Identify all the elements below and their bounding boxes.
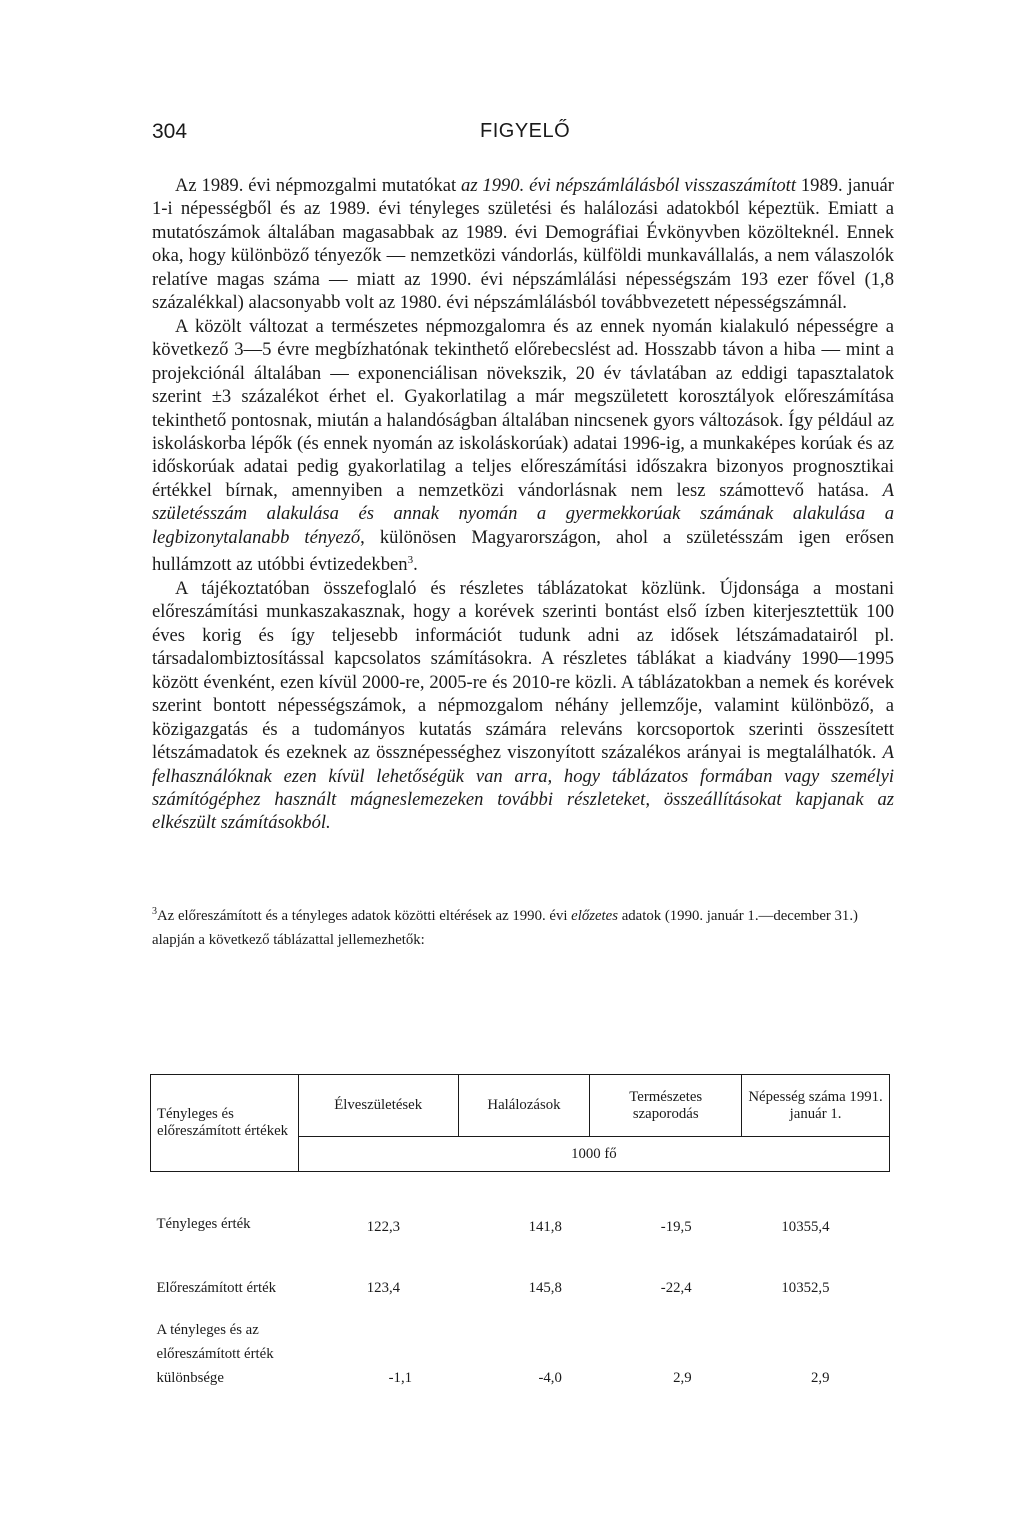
cell-natural-increase: -22,4 [660, 1280, 692, 1296]
footnote-text-after: adatok (1990. január 1.—december 31.) alapján a következő táblázattal jellemezhetők: [152, 907, 858, 948]
italic-segment: A felhasználóknak ezen kívül lehetőségük van arra, hogy táblázatos formában vagy személyi számítógéphez használt mágneslemezeken további részleteket, összeállításokat kapjanak az elkészült számításokból. [152, 742, 894, 834]
table-row [151, 1248, 890, 1300]
paragraph-2 [152, 315, 894, 577]
cell-natural-increase: -19,5 [660, 1219, 692, 1235]
cell-population: 10355,4 [781, 1219, 830, 1235]
header-natural-increase: Természetes szaporodás [590, 1075, 742, 1137]
body-text [152, 174, 894, 835]
cell-live-births: 123,4 [366, 1280, 401, 1296]
cell-deaths: -4,0 [538, 1370, 562, 1386]
header-live-births: Élveszületések [298, 1075, 458, 1137]
cell-deaths: 141,8 [528, 1219, 562, 1235]
row-label: Előreszámított érték [156, 1280, 277, 1296]
cell-population: 2,9 [811, 1370, 830, 1386]
header-row-label: Tényleges és előreszámított értékek [151, 1075, 299, 1172]
page-header [152, 120, 892, 150]
page-number: 304 [152, 120, 188, 143]
row-label: A tényleges és az előreszámított érték különbsége [156, 1322, 274, 1386]
footnote-italic-word: előzetes [571, 907, 618, 924]
paragraph-1 [152, 174, 894, 315]
paragraph-3 [152, 577, 894, 835]
comparison-table [150, 1074, 890, 1390]
footnote-marker: 3 [152, 906, 157, 917]
footnote [152, 900, 894, 952]
header-deaths: Halálozások [458, 1075, 590, 1137]
cell-live-births: -1,1 [388, 1370, 413, 1386]
italic-segment: A születésszám alakulása és annak nyomán a gyermekkorúak számának alakulása a legbizonytalanabb tényező [152, 479, 894, 548]
cell-deaths: 145,8 [528, 1280, 562, 1296]
header-population: Népesség száma 1991. január 1. [742, 1075, 890, 1137]
text-segment: . [413, 554, 418, 576]
footnote-text: Az előreszámított és a tényleges adatok közötti eltérések az 1990. évi [157, 907, 572, 924]
running-title: FIGYELŐ [480, 120, 571, 142]
text-segment: , különösen Magyarországon, ahol a születésszám igen erősen hullámzott az utóbbi évtizedekben [152, 526, 894, 576]
cell-natural-increase: 2,9 [673, 1370, 692, 1386]
cell-live-births: 122,3 [366, 1219, 401, 1235]
text-segment: Az 1989. évi népmozgalmi mutatókat [175, 175, 462, 196]
cell-population: 10352,5 [781, 1280, 830, 1296]
table-row [151, 1318, 890, 1390]
table-row [151, 1204, 890, 1236]
header-unit: 1000 fő [298, 1137, 889, 1172]
text-segment: A közölt változat a természetes népmozgalomra és az ennek nyomán kialakuló népességre a következő 3—5 évre megbízhatónak tekinthető előrebecslést ad. Hosszabb távon a hiba — mint a projekciónál általában — exponenciálisan növekszik, 20 év távlatában az eddigi tapasztalatok szerint ±3 százalékot érhet el. Gyakorlatilag a már megszületett korosztályok előreszámítása tekinthető pontosnak, miután a halandóságban általában nincsenek gyors változások. Így például az iskoláskorba lépők (és ennek nyomán az iskoláskorúak) adatai 1996-ig, a munkaképes korúak és az időskorúak adatai pedig gyakorlatilag a teljes előreszámítási időszakra bizonyos prognosztikai értékkel bírnak, amennyiben a nemzetközi vándorlásnak nem lesz számottevő hatása. [152, 315, 894, 501]
text-segment: A tájékoztatóban összefoglaló és részletes táblázatokat közlünk. Újdonsága a mostani előreszámítási munkaszakasznak, hogy a korévek szerinti bontást első ízben kiterjesztettük 100 éves korig és így teljesebb információt tudunk adni az idősek létszámadatairól pl. társadalombiztosítással kapcsolatos számításokra. A részletes táblákat a kiadvány 1990—1995 között évenként, ezen kívül 2000-re, 2005-re és 2010-re közli. A táblázatokban a nemek és korévek szerint bontott népességszámok, a népmozgalom néhány jellemzője, valamint különböző, a közigazgatás és a tudományos kutatás számára releváns korcsoportok szerinti összesített létszámadatok és ezeknek az össznépességhez viszonyított százalékos arányai is megtalálhatók. [152, 577, 894, 764]
italic-segment: az 1990. évi népszámlálásból visszaszámított [461, 175, 797, 196]
footnote-reference: 3 [407, 554, 414, 567]
row-label: Tényleges érték [156, 1216, 251, 1232]
text-segment: 1989. január 1-i népességből és az 1989. évi tényleges születési és halálozási adatokból képeztük. Emiatt a mutatószámok általában magasabbak az 1989. évi Demográfiai Évkönyvben közölteknél. Ennek oka, hogy különböző tényezők — nemzetközi vándorlás, külföldi munkavállalás, a nem válaszolók relatíve magas száma — miatt az 1990. évi népszámlálási népességszám 193 ezer fővel (1,8 százalékkal) alacsonyabb volt az 1980. évi népszámlálásból továbbvezetett népességszámnál. [152, 175, 895, 314]
